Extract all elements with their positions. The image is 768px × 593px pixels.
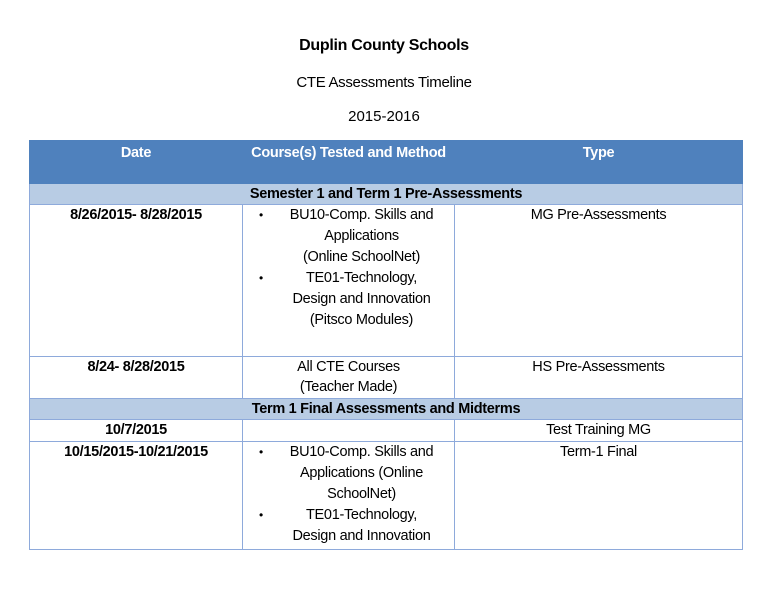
course-line: (Teacher Made) [299, 379, 398, 395]
course-line: TE01-Technology, [306, 507, 417, 523]
section-title: Term 1 Final Assessments and Midterms [30, 399, 743, 420]
course-line: All CTE Courses [297, 359, 400, 375]
section-row [30, 184, 743, 205]
column-header-type: Type [455, 141, 743, 184]
document-subtitle: CTE Assessments Timeline [296, 74, 472, 91]
school-year: 2015-2016 [348, 108, 420, 125]
table-row [30, 442, 743, 550]
course-list [247, 442, 450, 547]
course-line: TE01-Technology, [306, 270, 417, 286]
date-cell: 10/15/2015-10/21/2015 [30, 442, 243, 550]
type-cell: Test Training MG [455, 420, 743, 442]
courses-cell [243, 442, 455, 550]
courses-cell [243, 205, 455, 357]
table-row [30, 205, 743, 357]
courses-cell [243, 420, 455, 442]
course-line: (Online SchoolNet) [302, 249, 421, 265]
course-line: BU10-Comp. Skills and [289, 444, 434, 460]
course-line: (Pitsco Modules) [309, 312, 414, 328]
column-header-date: Date [30, 141, 243, 184]
course-line: Design and Innovation [292, 528, 431, 544]
course-line: Applications (Online [300, 465, 423, 481]
assessment-timeline-table [29, 140, 743, 550]
table-row [30, 357, 743, 399]
table-row [30, 420, 743, 442]
course-line: Design and Innovation [292, 291, 431, 307]
type-cell: Term-1 Final [455, 442, 743, 550]
course-line: BU10-Comp. Skills and [289, 207, 434, 223]
document-title: Duplin County Schools [299, 37, 469, 54]
course-line: Applications [324, 228, 399, 244]
table-header-row [30, 141, 743, 184]
bullet-icon: • [259, 208, 263, 222]
bullet-icon: • [259, 271, 263, 285]
date-cell: 8/26/2015- 8/28/2015 [30, 205, 243, 357]
course-list [247, 205, 450, 331]
course-item [259, 442, 450, 505]
column-header-courses: Course(s) Tested and Method [243, 141, 455, 184]
type-cell: HS Pre-Assessments [455, 357, 743, 399]
bullet-icon: • [259, 508, 263, 522]
date-cell: 10/7/2015 [30, 420, 243, 442]
section-row [30, 399, 743, 420]
section-title: Semester 1 and Term 1 Pre-Assessments [30, 184, 743, 205]
bullet-icon: • [259, 445, 263, 459]
date-cell: 8/24- 8/28/2015 [30, 357, 243, 399]
courses-cell [243, 357, 455, 399]
course-item [259, 268, 450, 331]
course-item [259, 505, 450, 547]
type-cell: MG Pre-Assessments [455, 205, 743, 357]
course-item [259, 205, 450, 268]
course-line: SchoolNet) [327, 486, 396, 502]
